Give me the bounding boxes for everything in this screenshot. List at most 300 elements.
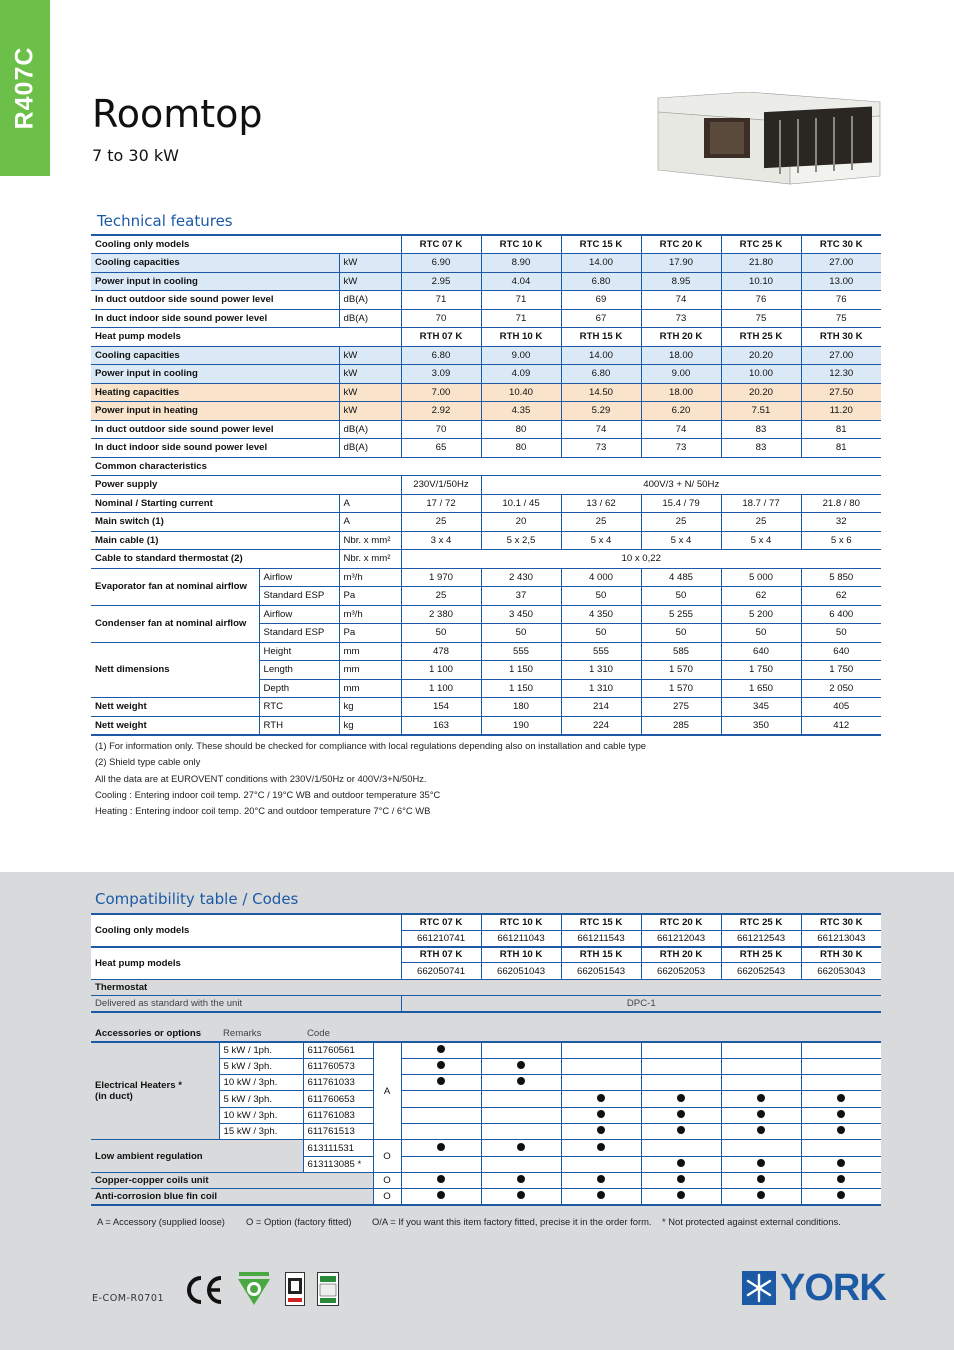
- value-cell: 76: [801, 291, 881, 310]
- table-row: [91, 383, 881, 402]
- option-cell: [401, 1156, 481, 1172]
- value-cell: 1 310: [561, 661, 641, 680]
- model-name: RTH 20 K: [641, 947, 721, 963]
- option-cell: [641, 1107, 721, 1123]
- option-cell: [641, 1042, 721, 1058]
- value-cell: 18.00: [641, 383, 721, 402]
- option-cell: [721, 1124, 801, 1140]
- option-cell: [801, 1124, 881, 1140]
- model-name: RTH 07 K: [401, 328, 481, 347]
- value-cell: 230V/1/50Hz: [401, 476, 481, 495]
- option-cell: [401, 1140, 481, 1156]
- type-cell: O: [373, 1189, 401, 1205]
- row-label: Nett weight: [91, 716, 259, 735]
- available-dot-icon: [437, 1061, 445, 1069]
- available-dot-icon: [597, 1191, 605, 1199]
- model-name: RTC 20 K: [641, 914, 721, 930]
- option-cell: [481, 1172, 561, 1188]
- value-cell: 3.09: [401, 365, 481, 384]
- table-row: [91, 716, 881, 735]
- table-row: [91, 531, 881, 550]
- value-cell: 20.20: [721, 346, 801, 365]
- value-cell: 180: [481, 698, 561, 717]
- row-label: Nominal / Starting current: [91, 494, 339, 513]
- value-cell: 163: [401, 716, 481, 735]
- brand-wordmark: YORK: [780, 1267, 886, 1309]
- option-cell: [561, 1156, 641, 1172]
- value-cell: 71: [481, 309, 561, 328]
- value-cell: 50: [801, 624, 881, 643]
- row-label: Power input in cooling: [91, 365, 339, 384]
- value-cell: 73: [641, 439, 721, 458]
- table-row: [91, 365, 881, 384]
- value-cell: 5 255: [641, 605, 721, 624]
- value-cell: 74: [641, 420, 721, 439]
- table-row: [91, 698, 881, 717]
- value-cell: 6.90: [401, 254, 481, 273]
- value-cell: 12.30: [801, 365, 881, 384]
- model-name: RTC 25 K: [721, 235, 801, 254]
- option-cell: [561, 1140, 641, 1156]
- value-cell: 76: [721, 291, 801, 310]
- table-row: [91, 1189, 881, 1205]
- value-cell: 5 x 4: [561, 531, 641, 550]
- value-cell: 50: [641, 587, 721, 606]
- option-cell: [721, 1042, 801, 1058]
- unit-cell: A: [339, 513, 401, 532]
- code-cell: 611761513: [303, 1124, 373, 1140]
- available-dot-icon: [677, 1126, 685, 1134]
- side-tab: [0, 0, 50, 176]
- value-cell: 27.00: [801, 346, 881, 365]
- code-cell: 611760653: [303, 1091, 373, 1107]
- available-dot-icon: [837, 1191, 845, 1199]
- value-cell: 285: [641, 716, 721, 735]
- model-code: 661210741: [401, 930, 481, 946]
- code-cell: 613111531: [303, 1140, 373, 1156]
- table-row: [91, 1172, 881, 1188]
- option-cell: [721, 1107, 801, 1123]
- table-row: [91, 979, 881, 995]
- value-cell: 1 100: [401, 661, 481, 680]
- table-row: [91, 346, 881, 365]
- row-label: Cooling capacities: [91, 346, 339, 365]
- available-dot-icon: [437, 1143, 445, 1151]
- table-header-row: [91, 1026, 881, 1042]
- value-cell: 62: [721, 587, 801, 606]
- type-cell: O: [373, 1140, 401, 1173]
- row-label: Main switch (1): [91, 513, 339, 532]
- quality-certification-logo: [285, 1272, 305, 1306]
- york-logo: [742, 1267, 886, 1309]
- eco-certification-logo: [236, 1271, 272, 1307]
- model-name: RTH 07 K: [401, 947, 481, 963]
- value-cell: 405: [801, 698, 881, 717]
- unit-cell: kW: [339, 272, 401, 291]
- value-cell: 7.00: [401, 383, 481, 402]
- value-cell: 71: [481, 291, 561, 310]
- option-cell: [641, 1156, 721, 1172]
- model-name: RTC 07 K: [401, 914, 481, 930]
- value-cell: 70: [401, 420, 481, 439]
- heaters-label: Electrical Heaters *: [95, 1080, 182, 1092]
- row-label: In duct outdoor side sound power level: [91, 291, 339, 310]
- available-dot-icon: [757, 1159, 765, 1167]
- option-cell: [481, 1075, 561, 1091]
- compatibility-table: [91, 913, 881, 1206]
- remark-cell: 5 kW / 1ph.: [219, 1042, 303, 1058]
- sub-label: Height: [259, 642, 339, 661]
- value-cell: 20: [481, 513, 561, 532]
- value-cell: 2 380: [401, 605, 481, 624]
- value-cell: 81: [801, 439, 881, 458]
- table-row: [91, 439, 881, 458]
- unit-cell: kg: [339, 716, 401, 735]
- model-code: 662050741: [401, 963, 481, 979]
- value-cell: 83: [721, 420, 801, 439]
- spacer: [91, 1012, 881, 1026]
- value-cell: 4 000: [561, 568, 641, 587]
- unit-cell: dB(A): [339, 420, 401, 439]
- unit-cell: kW: [339, 254, 401, 273]
- option-cell: [561, 1172, 641, 1188]
- column-header: Code: [303, 1026, 373, 1042]
- table-row: [91, 568, 881, 587]
- remark-cell: 10 kW / 3ph.: [219, 1107, 303, 1123]
- remark-cell: 5 kW / 3ph.: [219, 1058, 303, 1074]
- footnote: (1) For information only. These should be checked for compliance with local regulations depending also on installation and cable type: [95, 740, 647, 751]
- available-dot-icon: [517, 1077, 525, 1085]
- value-cell: 1 750: [721, 661, 801, 680]
- value-cell: 14.00: [561, 346, 641, 365]
- value-cell: 50: [561, 624, 641, 643]
- value-cell: 14.50: [561, 383, 641, 402]
- unit-cell: kW: [339, 383, 401, 402]
- value-cell: 18.00: [641, 346, 721, 365]
- row-label: Power input in heating: [91, 402, 339, 421]
- column-header: Remarks: [219, 1026, 303, 1042]
- table-row: [91, 494, 881, 513]
- value-cell: 412: [801, 716, 881, 735]
- remark-cell: 5 kW / 3ph.: [219, 1091, 303, 1107]
- sub-label: Airflow: [259, 568, 339, 587]
- unit-cell: Nbr. x mm²: [339, 550, 401, 569]
- option-cell: [561, 1107, 641, 1123]
- ce-mark-logo: [184, 1274, 224, 1306]
- model-name: RTH 30 K: [801, 947, 881, 963]
- option-cell: [641, 1075, 721, 1091]
- unit-cell: dB(A): [339, 291, 401, 310]
- available-dot-icon: [597, 1110, 605, 1118]
- row-label: Nett weight: [91, 698, 259, 717]
- value-cell: 5 200: [721, 605, 801, 624]
- value-cell: 50: [721, 624, 801, 643]
- option-cell: [481, 1058, 561, 1074]
- value-cell: 71: [401, 291, 481, 310]
- value-cell: 555: [481, 642, 561, 661]
- available-dot-icon: [517, 1175, 525, 1183]
- sub-label: Length: [259, 661, 339, 680]
- value-cell: 224: [561, 716, 641, 735]
- model-name: RTC 30 K: [801, 235, 881, 254]
- option-cell: [721, 1140, 801, 1156]
- spacer-row: [91, 1012, 881, 1026]
- value-cell: 13 / 62: [561, 494, 641, 513]
- footnote: (2) Shield type cable only: [95, 756, 201, 768]
- available-dot-icon: [517, 1061, 525, 1069]
- model-code: 662052053: [641, 963, 721, 979]
- model-name: RTH 15 K: [561, 947, 641, 963]
- value-cell: DPC-1: [401, 995, 881, 1011]
- value-cell: 18.7 / 77: [721, 494, 801, 513]
- table-row: [91, 1042, 881, 1058]
- option-cell: [561, 1042, 641, 1058]
- code-cell: 611760561: [303, 1042, 373, 1058]
- remark-cell: 10 kW / 3ph.: [219, 1075, 303, 1091]
- value-cell: 6.80: [561, 272, 641, 291]
- value-cell: 10.10: [721, 272, 801, 291]
- available-dot-icon: [517, 1191, 525, 1199]
- value-cell: 73: [641, 309, 721, 328]
- model-row: [91, 914, 881, 930]
- value-cell: 14.00: [561, 254, 641, 273]
- table-row: [91, 642, 881, 661]
- unit-cell: m³/h: [339, 568, 401, 587]
- model-code: 662053043: [801, 963, 881, 979]
- sub-label: Depth: [259, 679, 339, 698]
- value-cell: 3 x 4: [401, 531, 481, 550]
- row-label: Heat pump models: [91, 947, 401, 980]
- value-cell: 1 100: [401, 679, 481, 698]
- column-header: Accessories or options: [91, 1026, 219, 1042]
- row-label: Thermostat: [91, 979, 881, 995]
- value-cell: 17 / 72: [401, 494, 481, 513]
- available-dot-icon: [437, 1191, 445, 1199]
- table-row: [91, 550, 881, 569]
- value-cell: 5.29: [561, 402, 641, 421]
- value-cell: 21.80: [721, 254, 801, 273]
- table-row: [91, 476, 881, 495]
- row-label: In duct indoor side sound power level: [91, 309, 339, 328]
- value-cell: 9.00: [641, 365, 721, 384]
- available-dot-icon: [677, 1175, 685, 1183]
- value-cell: 4.09: [481, 365, 561, 384]
- unit-cell: kW: [339, 402, 401, 421]
- value-cell: 5 000: [721, 568, 801, 587]
- value-cell: 10.00: [721, 365, 801, 384]
- option-cell: [801, 1140, 881, 1156]
- option-cell: [481, 1156, 561, 1172]
- value-cell: 10 x 0,22: [401, 550, 881, 569]
- unit-cell: mm: [339, 642, 401, 661]
- row-label: Cooling only models: [91, 235, 401, 254]
- value-cell: 345: [721, 698, 801, 717]
- table-row: [91, 513, 881, 532]
- row-label: In duct indoor side sound power level: [91, 439, 339, 458]
- legend-option: O = Option (factory fitted): [246, 1216, 352, 1227]
- value-cell: 50: [641, 624, 721, 643]
- document-code: E-COM-R0701: [92, 1293, 165, 1304]
- value-cell: 1 150: [481, 661, 561, 680]
- remark-cell: 15 kW / 3ph.: [219, 1124, 303, 1140]
- model-name: RTH 25 K: [721, 947, 801, 963]
- sub-label: RTC: [259, 698, 339, 717]
- model-name: RTH 30 K: [801, 328, 881, 347]
- value-cell: 69: [561, 291, 641, 310]
- option-cell: [481, 1107, 561, 1123]
- value-cell: 15.4 / 79: [641, 494, 721, 513]
- value-cell: 5 x 6: [801, 531, 881, 550]
- value-cell: 2 050: [801, 679, 881, 698]
- value-cell: 50: [561, 587, 641, 606]
- value-cell: 4.35: [481, 402, 561, 421]
- model-name: RTC 10 K: [481, 914, 561, 930]
- value-cell: 1 150: [481, 679, 561, 698]
- option-cell: [641, 1091, 721, 1107]
- value-cell: 585: [641, 642, 721, 661]
- row-label: Heating capacities: [91, 383, 339, 402]
- option-cell: [801, 1189, 881, 1205]
- code-cell: 611761033: [303, 1075, 373, 1091]
- row-group-label: Nett dimensions: [91, 642, 259, 698]
- value-cell: 67: [561, 309, 641, 328]
- value-cell: 478: [401, 642, 481, 661]
- section-label: Common characteristics: [91, 457, 881, 476]
- option-cell: [481, 1140, 561, 1156]
- refrigerant-label: R407C: [10, 46, 39, 130]
- table-row: [91, 309, 881, 328]
- value-cell: 190: [481, 716, 561, 735]
- sub-label: Standard ESP: [259, 624, 339, 643]
- option-cell: [561, 1091, 641, 1107]
- table-row: [91, 272, 881, 291]
- model-name: RTC 15 K: [561, 914, 641, 930]
- value-cell: 74: [561, 420, 641, 439]
- footnotes: [95, 738, 646, 819]
- option-cell: [801, 1058, 881, 1074]
- row-label: Cable to standard thermostat (2): [91, 550, 339, 569]
- table-row: [91, 402, 881, 421]
- model-name: RTC 07 K: [401, 235, 481, 254]
- option-cell: [561, 1075, 641, 1091]
- unit-cell: kW: [339, 365, 401, 384]
- roomtop-unit-image: [652, 92, 882, 186]
- value-cell: 65: [401, 439, 481, 458]
- row-label: Cooling only models: [91, 914, 401, 947]
- option-cell: [801, 1156, 881, 1172]
- value-cell: 2.92: [401, 402, 481, 421]
- option-cell: [401, 1107, 481, 1123]
- available-dot-icon: [837, 1126, 845, 1134]
- value-cell: 640: [721, 642, 801, 661]
- value-cell: 32: [801, 513, 881, 532]
- model-name: RTH 10 K: [481, 328, 561, 347]
- value-cell: 27.00: [801, 254, 881, 273]
- option-cell: [721, 1172, 801, 1188]
- value-cell: 13.00: [801, 272, 881, 291]
- value-cell: 4 350: [561, 605, 641, 624]
- table-row: [91, 420, 881, 439]
- value-cell: 2 430: [481, 568, 561, 587]
- option-cell: [641, 1124, 721, 1140]
- code-cell: 613113085 *: [303, 1156, 373, 1172]
- model-code: 661212043: [641, 930, 721, 946]
- unit-cell: mm: [339, 661, 401, 680]
- option-cell: [561, 1189, 641, 1205]
- value-cell: 80: [481, 439, 561, 458]
- value-cell: 25: [721, 513, 801, 532]
- model-code: 662051543: [561, 963, 641, 979]
- value-cell: 25: [641, 513, 721, 532]
- option-cell: [401, 1075, 481, 1091]
- option-cell: [801, 1091, 881, 1107]
- table-row: [91, 254, 881, 273]
- value-cell: 21.8 / 80: [801, 494, 881, 513]
- value-cell: 17.90: [641, 254, 721, 273]
- available-dot-icon: [757, 1126, 765, 1134]
- model-name: RTH 10 K: [481, 947, 561, 963]
- table-header-row: [91, 328, 881, 347]
- row-label: Heat pump models: [91, 328, 401, 347]
- available-dot-icon: [437, 1045, 445, 1053]
- table-row: [91, 291, 881, 310]
- row-label: Cooling capacities: [91, 254, 339, 273]
- row-label: Copper-copper coils unit: [91, 1172, 373, 1188]
- value-cell: 27.50: [801, 383, 881, 402]
- legend-order: O/A = If you want this item factory fitted, precise it in the order form.: [372, 1216, 652, 1227]
- value-cell: 2.95: [401, 272, 481, 291]
- model-code: 662052543: [721, 963, 801, 979]
- row-label: Power input in cooling: [91, 272, 339, 291]
- value-cell: 10.1 / 45: [481, 494, 561, 513]
- row-group-label: Low ambient regulation: [91, 1140, 303, 1173]
- value-cell: 37: [481, 587, 561, 606]
- available-dot-icon: [597, 1175, 605, 1183]
- available-dot-icon: [597, 1143, 605, 1151]
- unit-cell: kg: [339, 698, 401, 717]
- option-cell: [481, 1124, 561, 1140]
- value-cell: 74: [641, 291, 721, 310]
- available-dot-icon: [837, 1175, 845, 1183]
- unit-cell: Pa: [339, 624, 401, 643]
- available-dot-icon: [437, 1175, 445, 1183]
- value-cell: 50: [401, 624, 481, 643]
- eurovent-logo: [317, 1272, 339, 1306]
- value-cell: 4.04: [481, 272, 561, 291]
- value-cell: 555: [561, 642, 641, 661]
- available-dot-icon: [757, 1175, 765, 1183]
- value-cell: 8.95: [641, 272, 721, 291]
- value-cell: 5 x 4: [721, 531, 801, 550]
- model-name: RTC 20 K: [641, 235, 721, 254]
- unit-cell: m³/h: [339, 605, 401, 624]
- option-cell: [641, 1140, 721, 1156]
- table-row: [91, 1140, 881, 1156]
- model-name: RTH 25 K: [721, 328, 801, 347]
- table-row: [91, 995, 881, 1011]
- unit-cell: dB(A): [339, 439, 401, 458]
- option-cell: [561, 1058, 641, 1074]
- value-cell: 1 310: [561, 679, 641, 698]
- value-cell: 1 970: [401, 568, 481, 587]
- option-cell: [561, 1124, 641, 1140]
- value-cell: 11.20: [801, 402, 881, 421]
- value-cell: 5 850: [801, 568, 881, 587]
- value-cell: 6.20: [641, 402, 721, 421]
- option-cell: [721, 1075, 801, 1091]
- model-code: 661211043: [481, 930, 561, 946]
- unit-cell: A: [339, 494, 401, 513]
